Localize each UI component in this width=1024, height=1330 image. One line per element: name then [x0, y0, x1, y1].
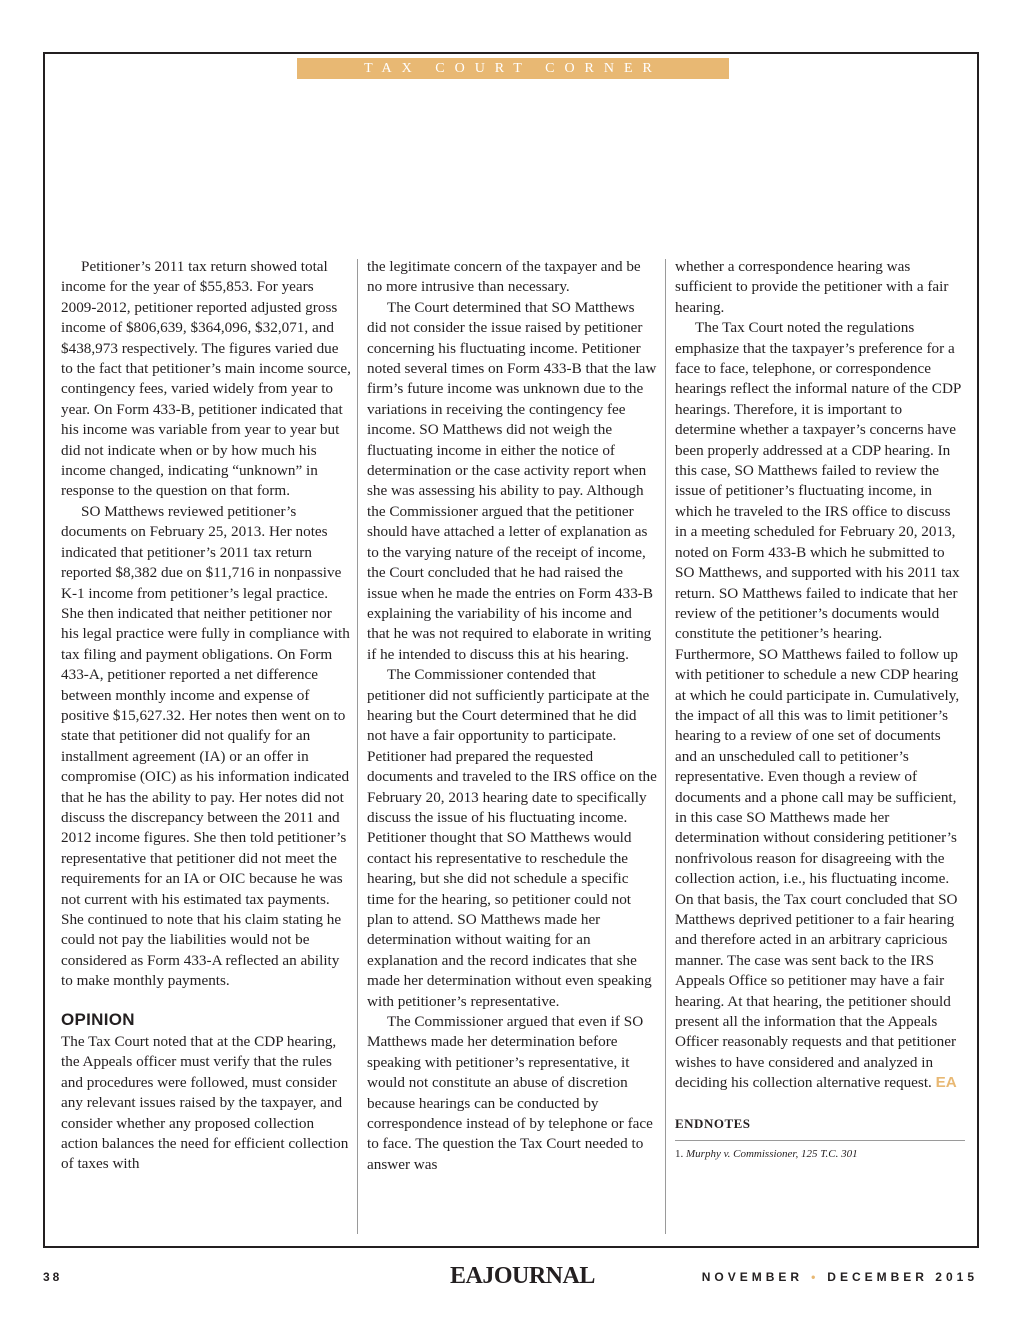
issue-month: NOVEMBER — [701, 1270, 804, 1284]
paragraph: whether a correspondence hearing was sufficient to provide the petitioner with a fair hearing. — [675, 258, 949, 316]
endnotes-heading: ENDNOTES — [675, 1114, 965, 1141]
paragraph: SO Matthews reviewed petitioner’s documents on February 25, 2013. Her notes indicated that petitioner’s 2011 tax return reported $8,382 due on $11,716 in nonpassive K-1 income from petitioner’s legal practice. She then indicated that neither petitioner nor his legal practice were fully in compliance with tax filing and payment obligations. On Form 433-A, petitioner reported a net difference between monthly income and expense of positive $15,627.32. Her notes then went on to state that petitioner did not qualify for an installment agreement (IA) or an offer in compromise (OIC) as his information indicated that he has the ability to pay. Her notes did not discuss the discrepancy between the 2011 and 2012 income figures. She then told petitioner’s representative that petitioner did not meet the requirements for an IA or OIC because he was not current with his estimated tax payments. She continued to note that his claim stating he could not pay the liabilities would not be considered as Form 433-A reflected an ability to make monthly payments. — [61, 502, 350, 990]
end-mark: EA — [935, 1074, 957, 1092]
endnote — [675, 1147, 965, 1161]
paragraph: The Tax Court noted that at the CDP hearing, the Appeals officer must verify that the rules and procedures were followed, must consider any relevant issues raised by the taxpayer, and consider whether any proposed collection action balances the need for efficient collection of taxes with — [61, 1033, 349, 1173]
issue-date-rest: DECEMBER 2015 — [827, 1270, 978, 1284]
article-column-3 — [675, 257, 965, 1161]
column-divider — [357, 259, 358, 1234]
section-heading: OPINION — [61, 1009, 135, 1029]
paragraph — [675, 318, 965, 1093]
journal-logo: EAJOURNAL — [450, 1263, 595, 1289]
endnote-citation: Murphy v. Commissioner, 125 T.C. 301 — [686, 1148, 858, 1161]
page-number: 38 — [43, 1270, 63, 1284]
endnote-number: 1. — [675, 1148, 684, 1161]
paragraph-text: The Tax Court noted the regulations emphasize that the taxpayer’s preference for a face to face, telephone, or correspondence hearings reflect the informal nature of the CDP hearings. Therefore, it is important to determine whether a taxpayer’s concerns have been properly addressed at a CDP hearing. In this case, SO Matthews failed to review the issue of petitioner’s fluctuating income, in which he traveled to the IRS office to discuss in a meeting scheduled for February 20, 2013, noted on Form 433-B which he submitted to SO Matthews, and supported with his 2011 tax return. SO Matthews failed to indicate that her review of the petitioner’s documents would constitute the petitioner’s hearing. Furthermore, SO Matthews failed to follow up with petitioner to schedule a new CDP hearing at which he could participate in. Cumulatively, the impact of all this was to limit petitioner’s hearing to a review of one set of documents and an unscheduled call to petitioner’s representative. Even though a review of documents and a phone call may be sufficient, in this case SO Matthews made her determination without considering petitioner’s nonfrivolous reason for disagreeing with the collection action, i.e., his fluctuating income. On that basis, the Tax court concluded that SO Matthews deprived petitioner to a fair hearing and therefore acted in an arbitrary capricious manner. The case was sent back to the IRS Appeals Office so petitioner may have a fair hearing. At that hearing, the petitioner should present all the information that the Appeals Officer reasonably requests and that petitioner wishes to have considered and analyzed in deciding his collection alternative request. — [675, 319, 961, 1092]
banner-title: TAX COURT CORNER — [364, 61, 662, 76]
paragraph: The Court determined that SO Matthews did not consider the issue raised by petitioner concerning his fluctuating income. Petitioner noted several times on Form 433-B that the law firm’s future income was unknown due to the variations in receiving the contingency fee income. SO Matthews did not weigh the fluctuating income in either the notice of determination or the case activity report when she was assessing his ability to pay. Although the Commissioner argued that the petitioner should have attached a letter of explanation as to the varying nature of the receipt of income, the Court concluded that he had raised the issue when he made the entries on Form 433-B explaining the variability of his income and that he was not required to elaborate in writing if he intended to discuss this at his hearing. — [367, 298, 657, 663]
separator-dot: • — [811, 1270, 820, 1284]
article-column-2 — [367, 257, 657, 1175]
article-column-1 — [61, 257, 351, 1175]
column-divider — [665, 259, 666, 1234]
paragraph: the legitimate concern of the taxpayer and be no more intrusive than necessary. — [367, 258, 641, 296]
page-frame — [43, 52, 979, 1248]
paragraph: The Commissioner contended that petitioner did not sufficiently participate at the hearing but the Court determined that he did not have a fair opportunity to participate. Petitioner had prepared the requested documents and traveled to the IRS office on the February 20, 2013 hearing date to specifically discuss the issue of his fluctuating income. Petitioner thought that SO Matthews would contact his representative to reschedule the hearing, but she did not schedule a specific time for the hearing, so petitioner could not plan to attend. SO Matthews made her determination without waiting for an explanation and the record indicates that she made her determination without even speaking with petitioner’s representative. — [367, 666, 657, 1010]
section-banner — [297, 58, 729, 79]
paragraph: Petitioner’s 2011 tax return showed total income for the year of $55,853. For years 2009-2012, petitioner reported adjusted gross income of $806,639, $364,096, $32,071, and $438,973 respectively. The figures varied due to the fact that petitioner’s main income source, contingency fees, varied widely from year to year. On Form 433-B, petitioner indicated that his income was variable from year to year but did not indicate when or by how much his income changed, indicating “unknown” in response to the question on that form. — [61, 258, 351, 500]
paragraph: The Commissioner argued that even if SO Matthews made her determination before speaking with petitioner’s representative, it would not constitute an abuse of discretion because hearings can be conducted by correspondence instead of by telephone or face to face. The question the Tax Court needed to answer was — [367, 1013, 653, 1173]
issue-date — [702, 1270, 978, 1284]
